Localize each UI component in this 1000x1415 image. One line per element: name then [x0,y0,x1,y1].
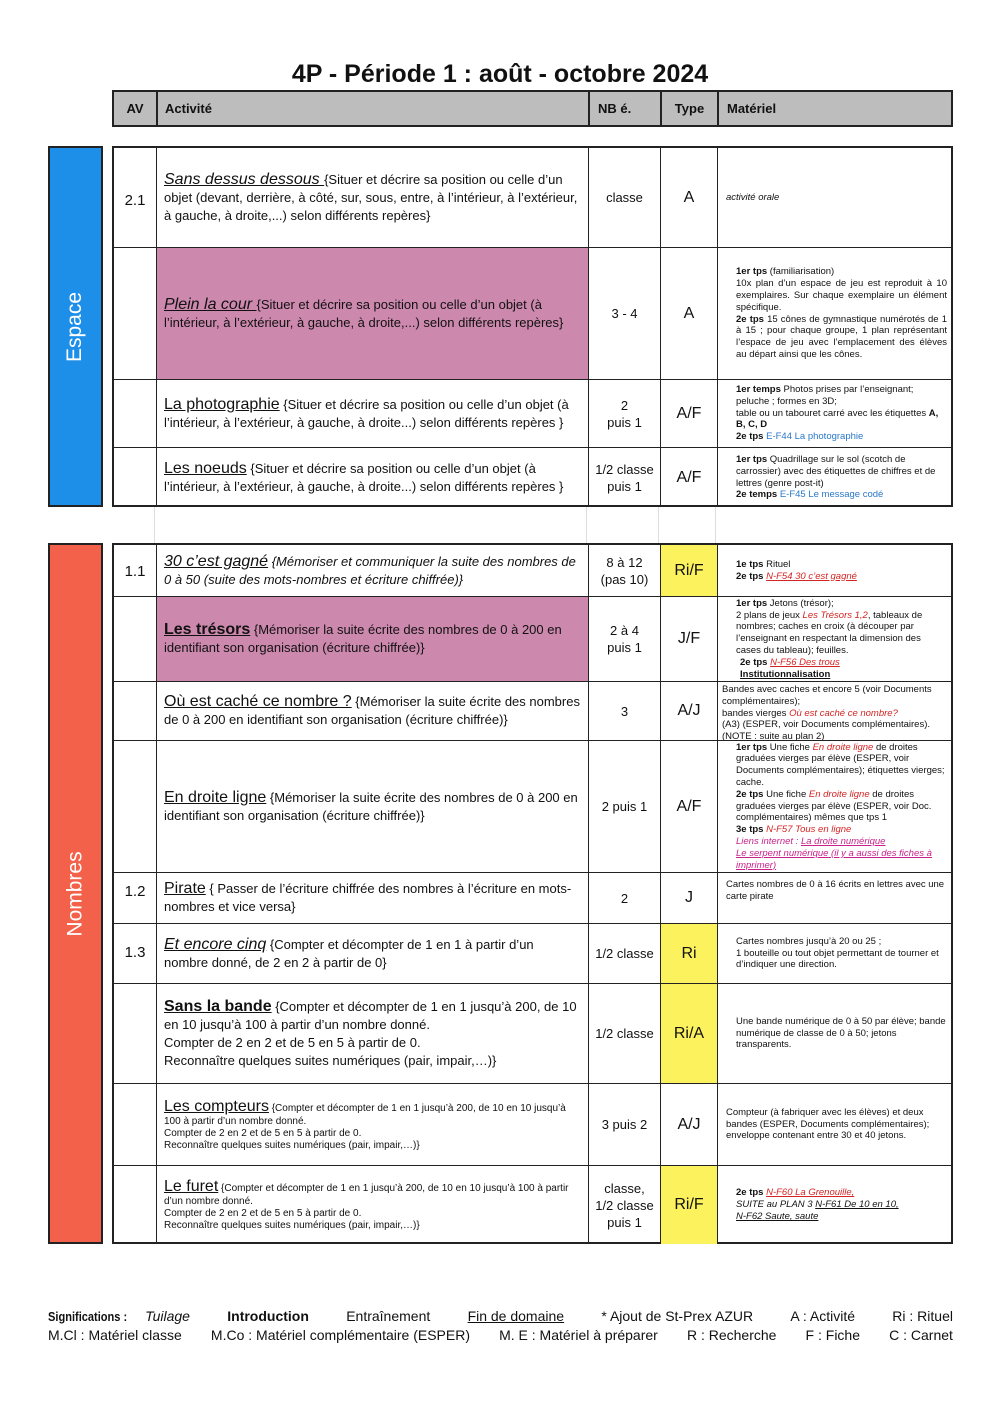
materiel-cell: 1er tps Une fiche En droite ligne de droites graduées vierges par élève (ESPER, voir Documents complémentaires); étiquettes vierges; cache. 2e tps Une fiche En droite ligne de droites graduées vierges par élève (ESPER, voir Doc. complémentaires) mêmes que tps 1 3e tps N-F57 Tous en ligne Liens internet : La droite numérique Le serpent numérique (il y a aussi des fiches à imprimer) [717,741,955,872]
activity-cell: Et encore cinq {Compter et décompter de 1 en 1 à partir d’un nombre donné, de 2 en 2 à partir de 0} [156,924,588,983]
activity-cell: Sans dessus dessous {Situer et décrire sa position ou celle d’un objet (devant, derrière, à côté, sur, sous, entre, à l’intérieur, à l’extérieur, à gauche, à droite,...) selon différents repères} [156,148,588,247]
nb-cell: 1/2 classe [588,984,660,1083]
activity-cell: Où est caché ce nombre ? {Mémoriser la suite écrite des nombres de 0 à 200 en identifiant son organisation (écriture chiffrée)} [156,682,588,740]
materiel-cell: Cartes nombres jusqu’à 20 ou 25 ; 1 bouteille ou tout objet permettant de tourner et d’indiquer une direction. [717,924,955,983]
legend-carnet: C : Carnet [889,1327,953,1343]
activity-cell: En droite ligne {Mémoriser la suite écrite des nombres de 0 à 200 en identifiant son organisation (écriture chiffrée)} [156,741,588,872]
legend-significations: Significations : [48,1309,128,1324]
legend-rituel: Ri : Rituel [892,1308,953,1324]
nb-cell: 2 puis 1 [588,380,660,447]
materiel-cell: 1er temps Photos prises par l’enseignant; peluche ; formes en 3D; table ou un tabouret carré avec les étiquettes A, B, C, D 2e tps E-F44 La photographie [717,380,955,447]
type-cell: A/F [660,448,717,507]
av-cell: 1.3 [124,944,146,961]
legend-entrainement: Entraînement [346,1308,431,1324]
legend-tuilage: Tuilage [145,1308,190,1324]
nb-cell: 2 [588,873,660,923]
table-row [114,740,951,872]
materiel-cell: 1er tps Jetons (trésor); 2 plans de jeux Les Trésors 1,2, tableaux de nombres; caches en croix (à découper par l’enseignant en respectant la dimension des cases du tableau); feuilles. 2e tps N-F56 Des trous Institutionnalisation [717,597,955,681]
legend-ajout: * Ajout de St-Prex AZUR [601,1308,754,1324]
nb-cell: 2 puis 1 [588,741,660,872]
type-cell: A/J [660,1084,717,1165]
type-cell: Ri/A [660,984,717,1083]
header-nb: NB é. [588,92,660,125]
legend-materiel-complementaire: M.Co : Matériel complémentaire (ESPER) [210,1327,470,1343]
table-row [114,872,951,923]
table-row [114,923,951,983]
table-espace [112,146,953,507]
activity-cell: Le furet {Compter et décompter de 1 en 1 jusqu’à 200, de 10 en 10 jusqu’à 100 à partir d’un nombre donné. Compter de 2 en 2 et de 5 en 5 à partir de 0. Reconnaître quelques suites numériques (pair, impair,…)} [156,1166,588,1244]
materiel-cell: 1er tps Quadrillage sur le sol (scotch de carrossier) avec des étiquettes de chiffres et de lettres (genre post-it) 2e temps E-F45 Le message codé [717,448,955,507]
type-cell: A [660,148,717,247]
nb-cell: 3 - 4 [588,248,660,379]
legend-recherche: R : Recherche [686,1327,777,1343]
legend-activite: A : Activité [790,1308,855,1324]
materiel-cell: Compteur (à fabriquer avec les élèves) et deux bandes (ESPER, Documents complémentaires); enveloppe contenant entre 30 et 40 jetons. [717,1084,955,1165]
legend [48,1307,953,1345]
table-row [114,148,951,247]
page-title: 4P - Période 1 : août - octobre 2024 [291,60,709,88]
table-row [114,545,951,596]
nb-cell: 3 puis 2 [588,1084,660,1165]
type-cell: Ri/F [660,1166,717,1244]
materiel-cell: Une bande numérique de 0 à 50 par élève; bande numérique de classe de 0 à 50; jetons transparents. [717,984,955,1083]
av-cell: 1.2 [124,883,146,900]
domain-espace: Espace [48,146,103,507]
materiel-cell: 2e tps N-F60 La Grenouille, SUITE au PLAN 3 N-F61 De 10 en 10, N-F62 Saute, saute [717,1166,955,1244]
nb-cell: 1/2 classe puis 1 [588,448,660,507]
activity-cell: Les compteurs {Compter et décompter de 1 en 1 jusqu’à 200, de 10 en 10 jusqu’à 100 à partir d’un nombre donné. Compter de 2 en 2 et de 5 en 5 à partir de 0. Reconnaître quelques suites numériques (pair, impair,…)} [156,1084,588,1165]
nb-cell: classe, 1/2 classe puis 1 [588,1166,660,1244]
legend-materiel-classe: M.Cl : Matériel classe [48,1327,182,1343]
materiel-cell: Cartes nombres de 0 à 16 écrits en lettres avec une carte pirate [717,873,955,923]
activity-cell: Sans la bande {Compter et décompter de 1 en 1 jusqu’à 200, de 10 en 10 jusqu’à 100 à partir d’un nombre donné. Compter de 2 en 2 et de 5 en 5 à partir de 0. Reconnaître quelques suites numériques (pair, impair,…)} [156,984,588,1083]
spacer-row [112,507,953,543]
nb-cell: 1/2 classe [588,924,660,983]
type-cell: J [660,873,717,923]
materiel-cell: 1er tps (familiarisation) 10x plan d’un espace de jeu est reproduit à 10 exemplaires. Sur chaque exemplaire un élément spécifique. 2e tps 15 cônes de gymnastique numérotés de 1 à 15 ; pour chaque groupe, 1 plan représentant l’espace de jeu avec l’emplacement des élèves au départ ainsi que les cônes. [717,248,955,379]
nb-cell: 8 à 12 (pas 10) [588,545,660,596]
table-row [114,596,951,681]
table-row [114,247,951,379]
header-av: AV [126,101,144,116]
materiel-cell: 1e tps Rituel 2e tps N-F54 30 c’est gagné [717,545,955,596]
nb-cell: 3 [588,682,660,740]
table-row [114,379,951,447]
table-row [114,681,951,743]
activity-cell: Pirate { Passer de l’écriture chiffrée des nombres à l’écriture en mots-nombres et vice versa} [156,873,588,923]
activity-cell: Les noeuds {Situer et décrire sa position ou celle d’un objet (à l’intérieur, à l’extérieur, à gauche, à droite...) selon différents repères } [156,448,588,507]
table-row [114,1165,951,1244]
activity-cell: Les trésors {Mémoriser la suite écrite des nombres de 0 à 200 en identifiant son organisation (écriture chiffrée)} [156,597,588,681]
legend-fiche: F : Fiche [805,1327,861,1343]
activity-cell: Plein la cour {Situer et décrire sa position ou celle d’un objet (à l’intérieur, à l’extérieur, à gauche, à droite,...) selon différents repères} [156,248,588,379]
materiel-cell: activité orale [717,148,955,247]
nb-cell: 2 à 4 puis 1 [588,597,660,681]
nb-cell: classe [588,148,660,247]
type-cell: A [660,248,717,379]
legend-introduction: Introduction [227,1308,309,1324]
type-cell: J/F [660,597,717,681]
type-cell: A/J [660,682,717,740]
type-cell: Ri/F [660,545,717,596]
materiel-cell: Bandes avec caches et encore 5 (voir Documents complémentaires); bandes vierges Où est caché ce nombre? (A3) (ESPER, voir Documents complémentaires). (NOTE : suite au plan 2) [717,682,955,740]
table-header [112,90,953,127]
activity-cell: La photographie {Situer et décrire sa position ou celle d’un objet (à l’intérieur, à l’extérieur, à gauche, à droite...) selon différents repères } [156,380,588,447]
header-activite: Activité [156,92,588,125]
legend-fin-domaine: Fin de domaine [467,1308,565,1324]
legend-materiel-preparer: M. E : Matériel à préparer [499,1327,658,1343]
header-materiel: Matériel [717,92,953,125]
type-cell: A/F [660,741,717,872]
header-type: Type [660,92,717,125]
av-cell: 2.1 [124,192,146,209]
table-row [114,1083,951,1165]
table-nombres [112,543,953,1244]
av-cell: 1.1 [124,563,146,580]
table-row [114,447,951,507]
domain-nombres: Nombres [48,543,103,1244]
activity-cell: 30 c’est gagné {Mémoriser et communiquer la suite des nombres de 0 à 50 (suite des mots-nombres et écriture chiffrée)} [156,545,588,596]
table-row [114,983,951,1083]
type-cell: A/F [660,380,717,447]
type-cell: Ri [660,924,717,983]
